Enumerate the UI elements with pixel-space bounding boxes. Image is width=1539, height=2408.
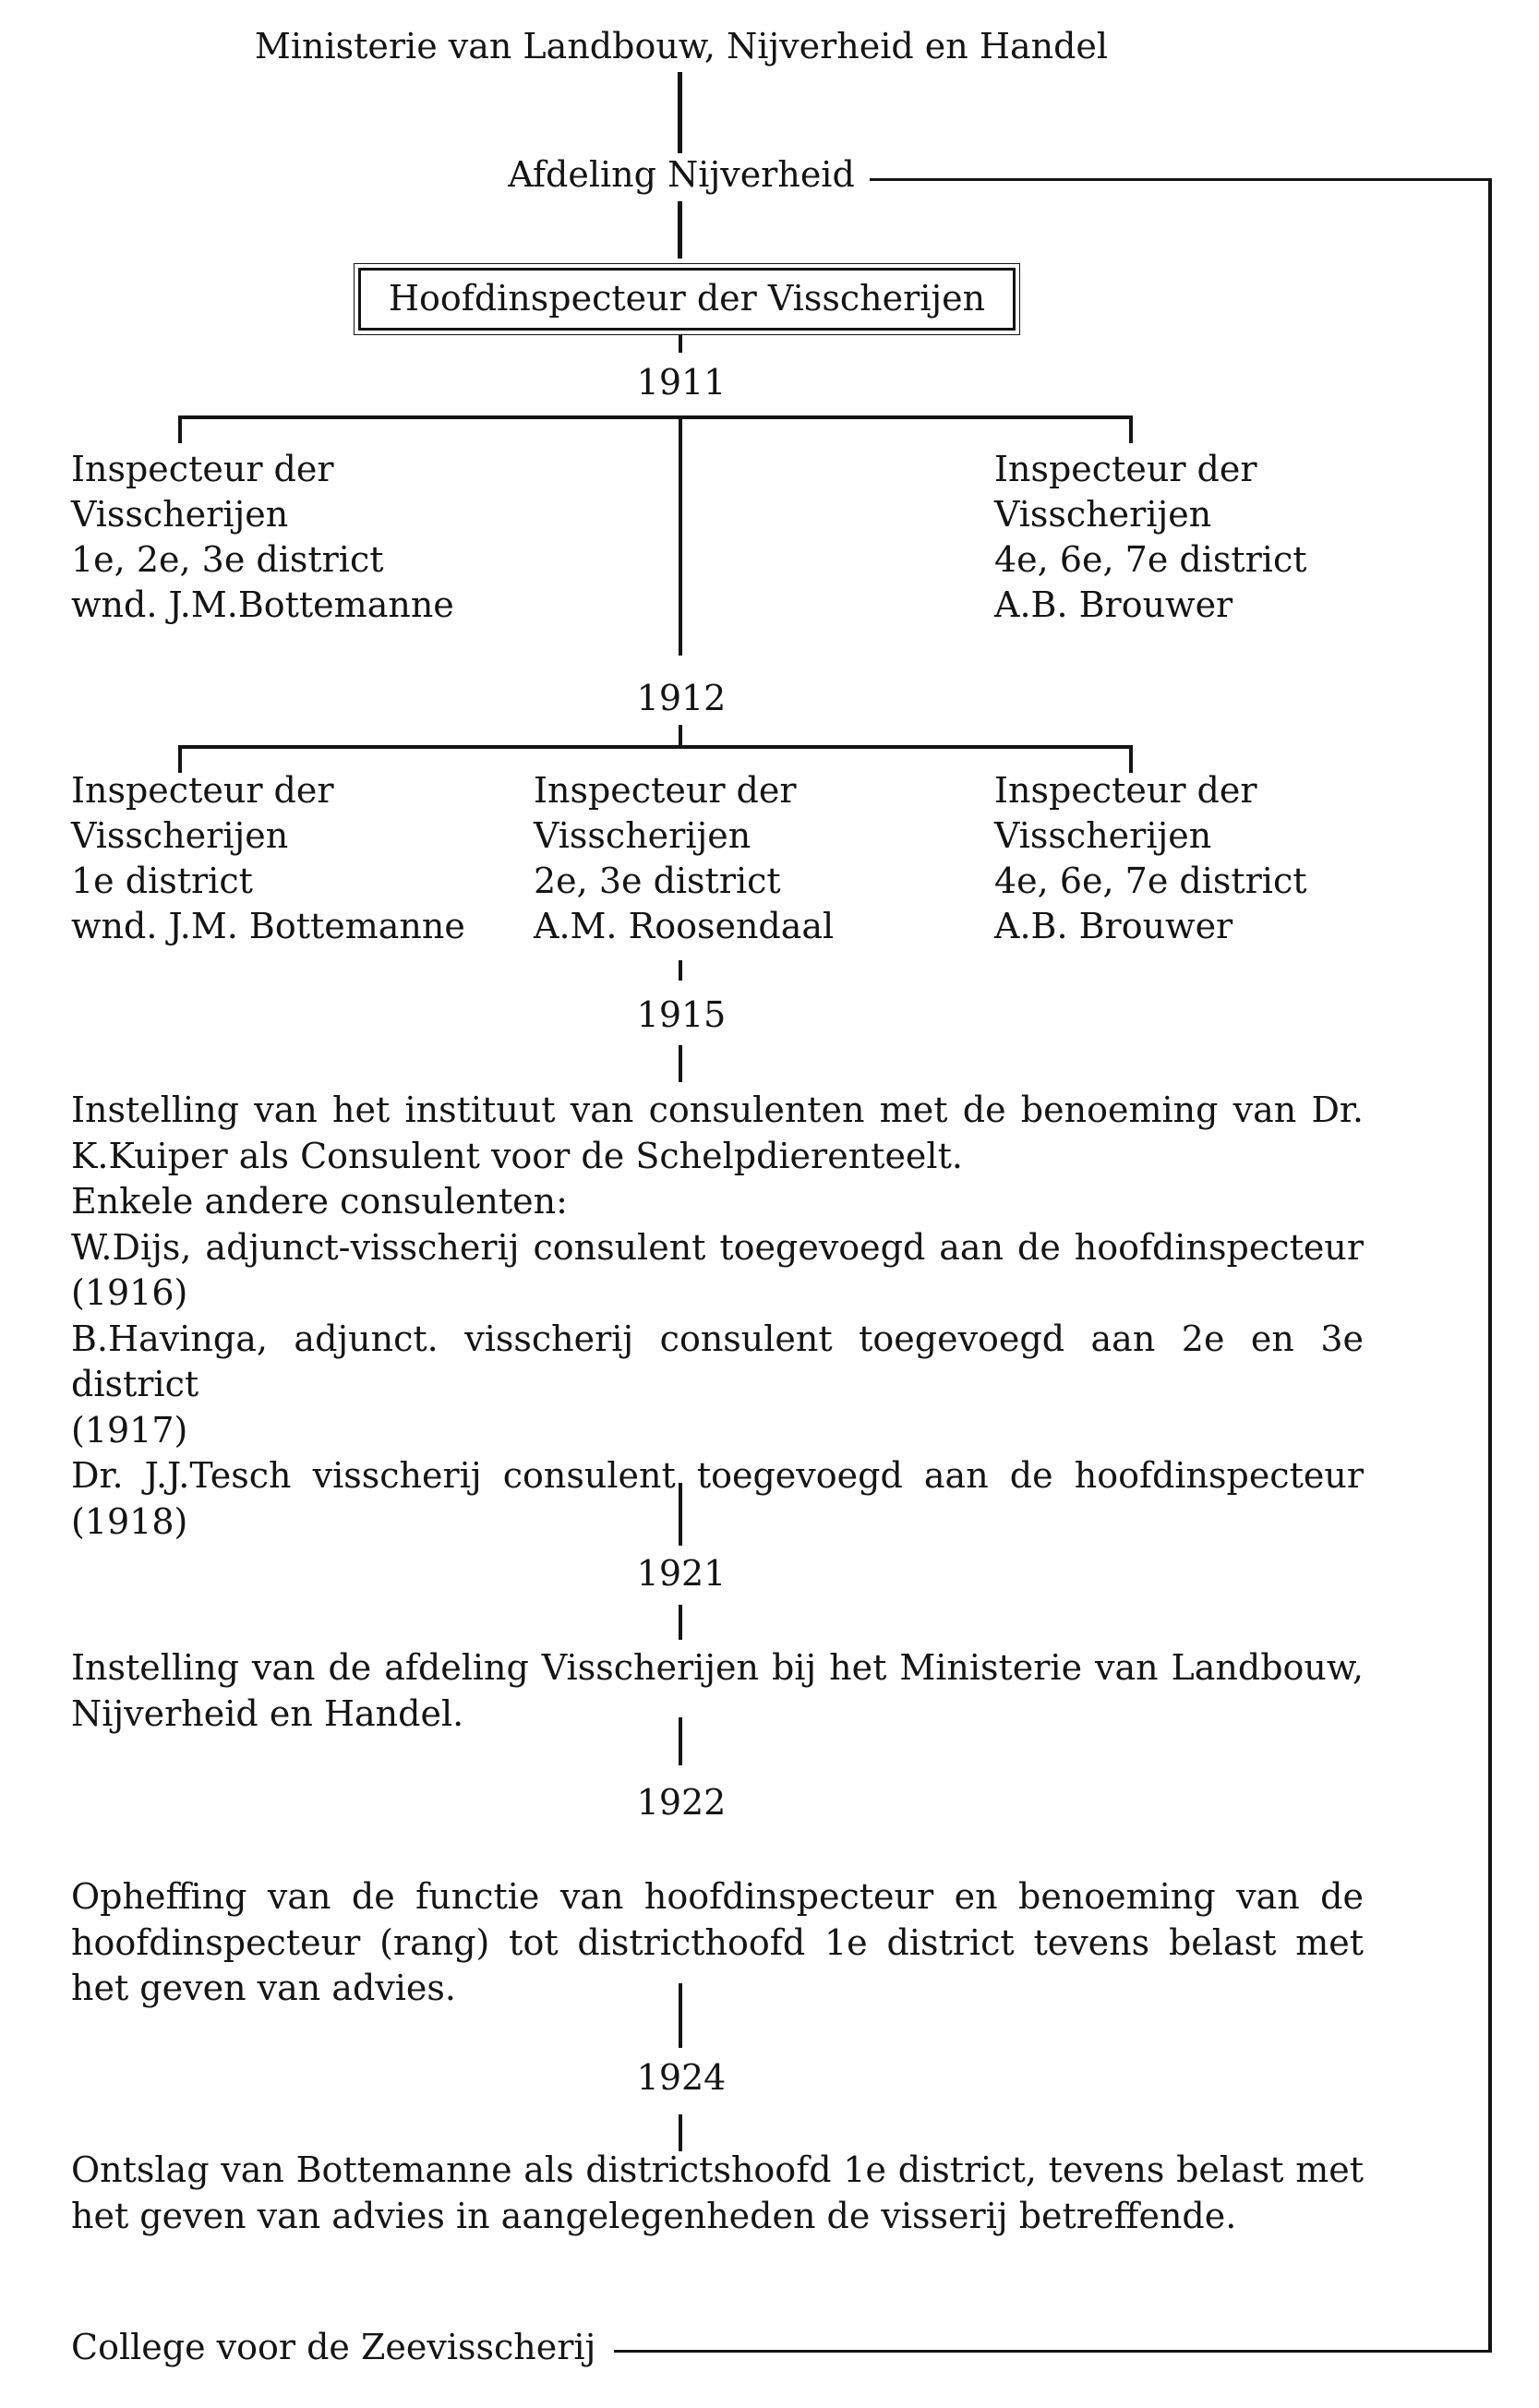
consultants-line: (1918): [71, 1500, 188, 1542]
consultants-line: W.Dijs, adjunct-visscherij consulent toegevoegd aan de hoofdinspecteur: [71, 1226, 1364, 1268]
dismissal-text: [71, 2148, 1364, 2239]
inspector-1912-left-line: 1e district: [71, 861, 253, 901]
consultants-line: (1917): [71, 1409, 188, 1451]
loop-top-horizontal: [870, 178, 1492, 181]
department-node: Afdeling Nijverheid: [508, 154, 855, 195]
year-1911: 1911: [636, 362, 727, 403]
inspector-1911-left: [71, 447, 454, 628]
inspector-1912-right-line: Inspecteur der: [994, 770, 1257, 811]
inspector-1911-right: [994, 447, 1307, 628]
inspector-1911-right-line: Visscherijen: [994, 494, 1212, 535]
inspector-1911-left-line: Visscherijen: [71, 494, 289, 535]
inspector-1912-left-line: wnd. J.M. Bottemanne: [71, 906, 465, 946]
inspector-1912-middle-line: Inspecteur der: [534, 770, 797, 811]
consultants-text: [71, 1088, 1364, 1545]
inspector-1911-right-line: A.B. Brouwer: [994, 584, 1233, 625]
inspector-1912-middle-line: A.M. Roosendaal: [534, 906, 835, 946]
consultants-line: B.Havinga, adjunct. visscherij consulent toegevoegd aan 2e en 3e district: [71, 1318, 1364, 1404]
fisheries-department-text: [71, 1645, 1364, 1737]
consultants-line: Enkele andere consulenten:: [71, 1181, 568, 1222]
year-1921: 1921: [636, 1553, 727, 1594]
inspector-1911-right-line: 4e, 6e, 7e district: [994, 539, 1307, 580]
year-1915: 1915: [636, 994, 727, 1035]
connector-1912-branch: [679, 725, 682, 745]
year-1922: 1922: [636, 1782, 727, 1823]
inspector-1912-right-line: Visscherijen: [994, 815, 1212, 856]
connector-1915-text: [679, 1045, 682, 1082]
fisheries-department-line: Instelling van de afdeling Visscherijen bij het Ministerie van Landbouw,: [71, 1647, 1364, 1688]
inspector-1911-left-line: Inspecteur der: [71, 449, 334, 489]
consultants-line: Instelling van het instituut van consulenten met de benoeming van Dr.: [71, 1090, 1364, 1130]
inspector-1912-left-line: Inspecteur der: [71, 770, 334, 811]
loop-bottom-horizontal: [614, 2350, 1492, 2353]
connector-1911-1912: [679, 419, 682, 656]
inspector-1912-right-line: A.B. Brouwer: [994, 906, 1233, 946]
ministry-node: Ministerie van Landbouw, Nijverheid en Handel: [254, 26, 1109, 66]
year-1912: 1912: [636, 678, 727, 718]
fisheries-department-line: Nijverheid en Handel.: [71, 1692, 464, 1734]
branch-1911-left-tick: [178, 415, 182, 443]
abolition-line: Opheffing van de functie van hoofdinspecteur en benoeming van de: [71, 1876, 1364, 1917]
inspector-1912-left: [71, 768, 465, 949]
consultants-line: K.Kuiper als Consulent voor de Schelpdierenteelt.: [71, 1135, 963, 1176]
inspector-1912-right-line: 4e, 6e, 7e district: [994, 861, 1307, 901]
abolition-line: hoofdinspecteur (rang) tot districthoofd 1e district tevens belast met: [71, 1921, 1364, 1963]
dismissal-line: het geven van advies in aangelegenheden de visserij betreffende.: [71, 2195, 1237, 2236]
inspector-1911-left-line: 1e, 2e, 3e district: [71, 539, 384, 580]
branch-1912: [178, 745, 1133, 749]
connector-dept-head: [678, 201, 682, 259]
inspector-1911-left-line: wnd. J.M.Bottemanne: [71, 584, 454, 625]
inspector-1911-right-line: Inspecteur der: [994, 449, 1257, 489]
abolition-line: het geven van advies.: [71, 1968, 456, 2008]
abolition-text: [71, 1874, 1364, 2012]
loop-right-vertical: [1488, 178, 1492, 2353]
connector-1921-text: [679, 1605, 682, 1640]
connector-1924-text: [679, 2114, 682, 2151]
consultants-line: Dr. J.J.Tesch visscherij consulent toegevoegd aan de hoofdinspecteur: [71, 1455, 1364, 1496]
inspector-1912-middle-line: Visscherijen: [534, 815, 751, 856]
inspector-1912-middle: [534, 768, 834, 949]
branch-1911-right-tick: [1129, 415, 1133, 443]
inspector-1912-left-line: Visscherijen: [71, 815, 289, 856]
connector-1912-1915: [679, 960, 682, 981]
inspector-1912-middle-line: 2e, 3e district: [534, 861, 781, 901]
branch-1911: [178, 415, 1133, 419]
college-node: College voor de Zeevisscherij: [71, 2327, 596, 2367]
head-inspector-box: [358, 268, 1016, 331]
consultants-line: (1916): [71, 1272, 188, 1313]
connector-ministry-dept: [678, 72, 682, 153]
inspector-1912-right: [994, 768, 1307, 949]
head-inspector-label: Hoofdinspecteur der Visscherijen: [388, 278, 986, 319]
dismissal-line: Ontslag van Bottemanne als districtshoofd 1e district, tevens belast met: [71, 2149, 1364, 2190]
connector-head-1911: [679, 334, 682, 353]
year-1924: 1924: [636, 2057, 727, 2098]
